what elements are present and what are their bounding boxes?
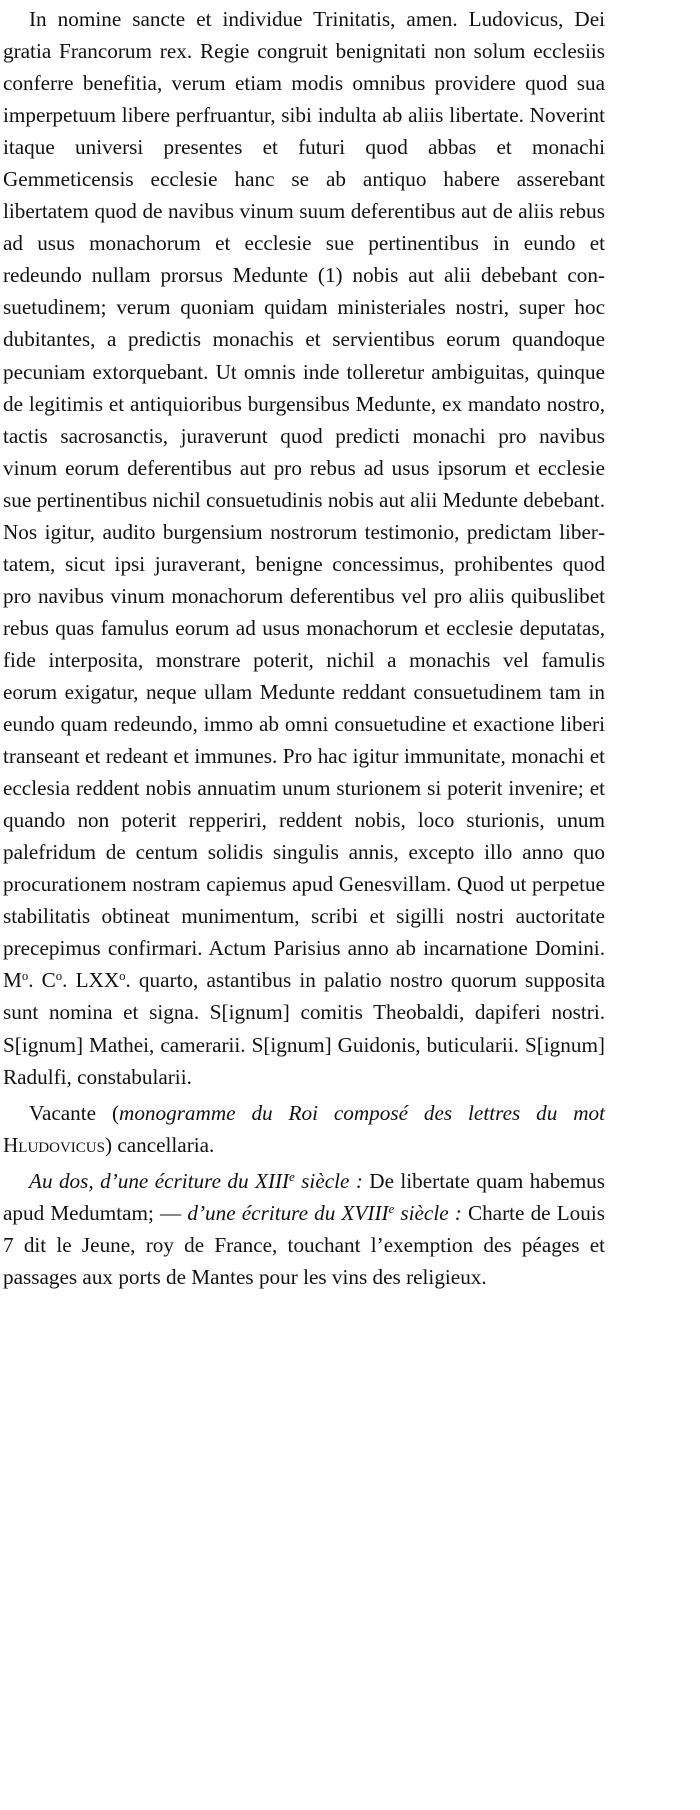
date-c: C [41, 968, 56, 993]
charter-text: In nomine sancte et individue Trinitatis, amen. Ludovicus, Dei gratia Francorum rex. Regie congruit benignitati non solum ecclesiis conferre benefitia, verum etiam modis omnibus providere quod sua imperpetuum libere perfruantur, sibi indulta ab aliis libertate. Noverint itaque universi presentes et futuri quod abbas et monachi Gemmeticensis ecclesie hanc se ab antiquo habere asserebant libertatem quod de navibus vinum suum deferentibus aut de aliis rebus ad usus monachorum et ecclesie sue pertinentibus in eundo et redeundo nullam prorsus Medunte (1) nobis aut alii debebant consuetudinem; verum quoniam quidam ministeriales nostri, super hoc dubitantes, a predictis monachis et servientibus eorum quandoque pecuniam extorquebant. Ut omnis inde tolleretur ambiguitas, quinque de legitimis et antiquioribus burgensibus Medunte, ex mandato nostro, tactis sacrosanctis, juraverunt quod predicti monachi pro navibus vinum eorum deferentibus aut pro rebus ad usus ipsorum et ecclesie sue pertinentibus nichil consuetudinis nobis aut alii Medunte debebant. Nos igitur, audito burgensium nostrorum testimonio, predictam libertatem, sicut ipsi juraverant, benigne concessimus, prohibentes quod pro navibus vinum monachorum deferentibus vel pro aliis quibuslibet rebus quas famulus eorum ad usus monachorum et ecclesie deputatas, fide interposita, monstrare poterit, nichil a monachis vel famulis eorum exigatur, neque ullam Medunte reddant consuetudinem tam in eundo quam redeundo, immo ab omni consuetudine et exactione liberi transeant et redeant et immunes. Pro hac igitur immunitate, monachi et ecclesia reddent nobis annuatim unum sturionem si poterit invenire; et quando non poterit repperiri, reddent nobis, loco sturionis, unum palefridum de centum solidis singulis annis, excepto illo anno quo procurationem nostram capiemus apud Genesvillam. Quod ut perpetue stabilitatis obtineat munimentum, scribi et sigilli nostri auctoritate precepimus confirmari. Actum Parisius anno ab incarnatione Domini. $M^o$. $C^o$. LXX$^o$. quarto, astantibus in palatio nostro quorum supposita sunt nomina et signa. S[ignum] comitis Theobaldi, dapiferi nostri. S[ignum] Mathei, camerarii. S[ignum] Guidonis, buticularii. S[ignum] Radulfi, constabularii. [3, 7, 605, 1089]
monogram-note: monogramme du Roi composé des lettres du mot [119, 1100, 605, 1125]
charter-signatures: . quarto, astantibus in palatio nostro quorum supposita sunt nomina et signa. S[ignum] comitis Theobaldi, dapiferi nostri. S[ignum] Mathei, camerarii. S[ignum] Guidonis, buticularii. S[ignum] Radulfi, constabularii. [3, 968, 605, 1089]
endorsement-label-2 [187, 1201, 461, 1225]
chancery-before: Vacante ( [29, 1100, 120, 1125]
date-m-ordinal: o [21, 969, 29, 984]
charter-body: In nomine sancte et individue Trinitatis, amen. Ludovicus, Dei gratia Francorum rex. Regie congruit benignitati non solum ecclesiis conferre benefitia, verum etiam modis omnibus providere quod sua imperpetuum libere perfruantur, sibi indulta ab aliis libertate. Noverint itaque universi presentes et futuri quod abbas et monachi Gemmeticensis ecclesie hanc se ab antiquo habere asserebant libertatem quod de navibus vinum suum deferentibus aut de aliis rebus ad usus monachorum et ecclesie sue pertinentibus in eundo et redeundo nullam prorsus Medunte (1) nobis aut alii debebant consuetudinem; verum quoniam quidam ministeriales nostri, super hoc dubitantes, a predictis monachis et servientibus eorum quandoque pecuniam extorquebant. Ut omnis inde tolleretur ambiguitas, quinque de legitimis et antiquioribus burgensibus Medunte, ex mandato nostro, tactis sacrosanctis, juraverunt quod predicti monachi pro navibus vinum eorum deferentibus aut pro rebus ad usus ipsorum et ecclesie sue pertinentibus nichil consuetudinis nobis aut alii Medunte debebant. Nos igitur, audito burgensium nostrorum testimonio, predictam libertatem, sicut ipsi juraverant, benigne concessimus, prohibentes quod pro navibus vinum monachorum deferentibus vel pro aliis quibuslibet rebus quas famulus eorum ad usus monachorum et ecclesie deputatas, fide interposita, monstrare poterit, nichil a monachis vel famulis eorum exigatur, neque ullam Medunte reddant consuetudinem tam in eundo quam redeundo, immo ab omni consuetudine et exactione liberi transeant et redeant et immunes. Pro hac igitur immunitate, monachi et ecclesia reddent nobis annuatim unum sturionem si poterit invenire; et quando non poterit repperiri, reddent nobis, loco sturionis, unum palefridum de centum solidis singulis annis, excepto illo anno quo procurationem nostram capiemus apud Genesvillam. Quod ut perpetue stabilitatis obtineat munimentum, scribi et sigilli nostri auctoritate precepimus confirmari. Actum Parisius anno ab incarnatione Domini. [3, 7, 605, 961]
monogram-word: Hludovicus [3, 1132, 105, 1157]
endorsement-label-1-tail: siècle : [294, 1168, 363, 1193]
date-c-ordinal: o [55, 969, 63, 984]
endorsement-label-1 [29, 1169, 363, 1193]
endorsement-note [3, 1165, 605, 1293]
date-m: M [3, 968, 22, 993]
chancery-after: ) cancellaria. [104, 1132, 215, 1157]
endorsement-text-1: De libertate quam habemus apud Medumtam; — [3, 1168, 606, 1225]
endorsement-label-1-text: Au dos, d’une écriture du XIII [29, 1168, 290, 1193]
endorsement-text-2: Charte de Louis 7 dit le Jeune, roy de France, touchant l’exemption des péages et passages aux ports de Mantes pour les vins des religieux. [3, 1200, 605, 1289]
chancery-note [3, 1097, 605, 1161]
date-lxx: LXX [75, 968, 120, 993]
endorsement-label-2-text: d’une écriture du XVIII [187, 1200, 389, 1225]
endorsement-label-2-tail: siècle : [394, 1200, 462, 1225]
endorsement-label-2-sup: e [388, 1201, 395, 1216]
endorsement-label-1-sup: e [289, 1169, 295, 1184]
date-lxx-ordinal: o [119, 969, 126, 984]
charter-page [3, 3, 605, 1293]
